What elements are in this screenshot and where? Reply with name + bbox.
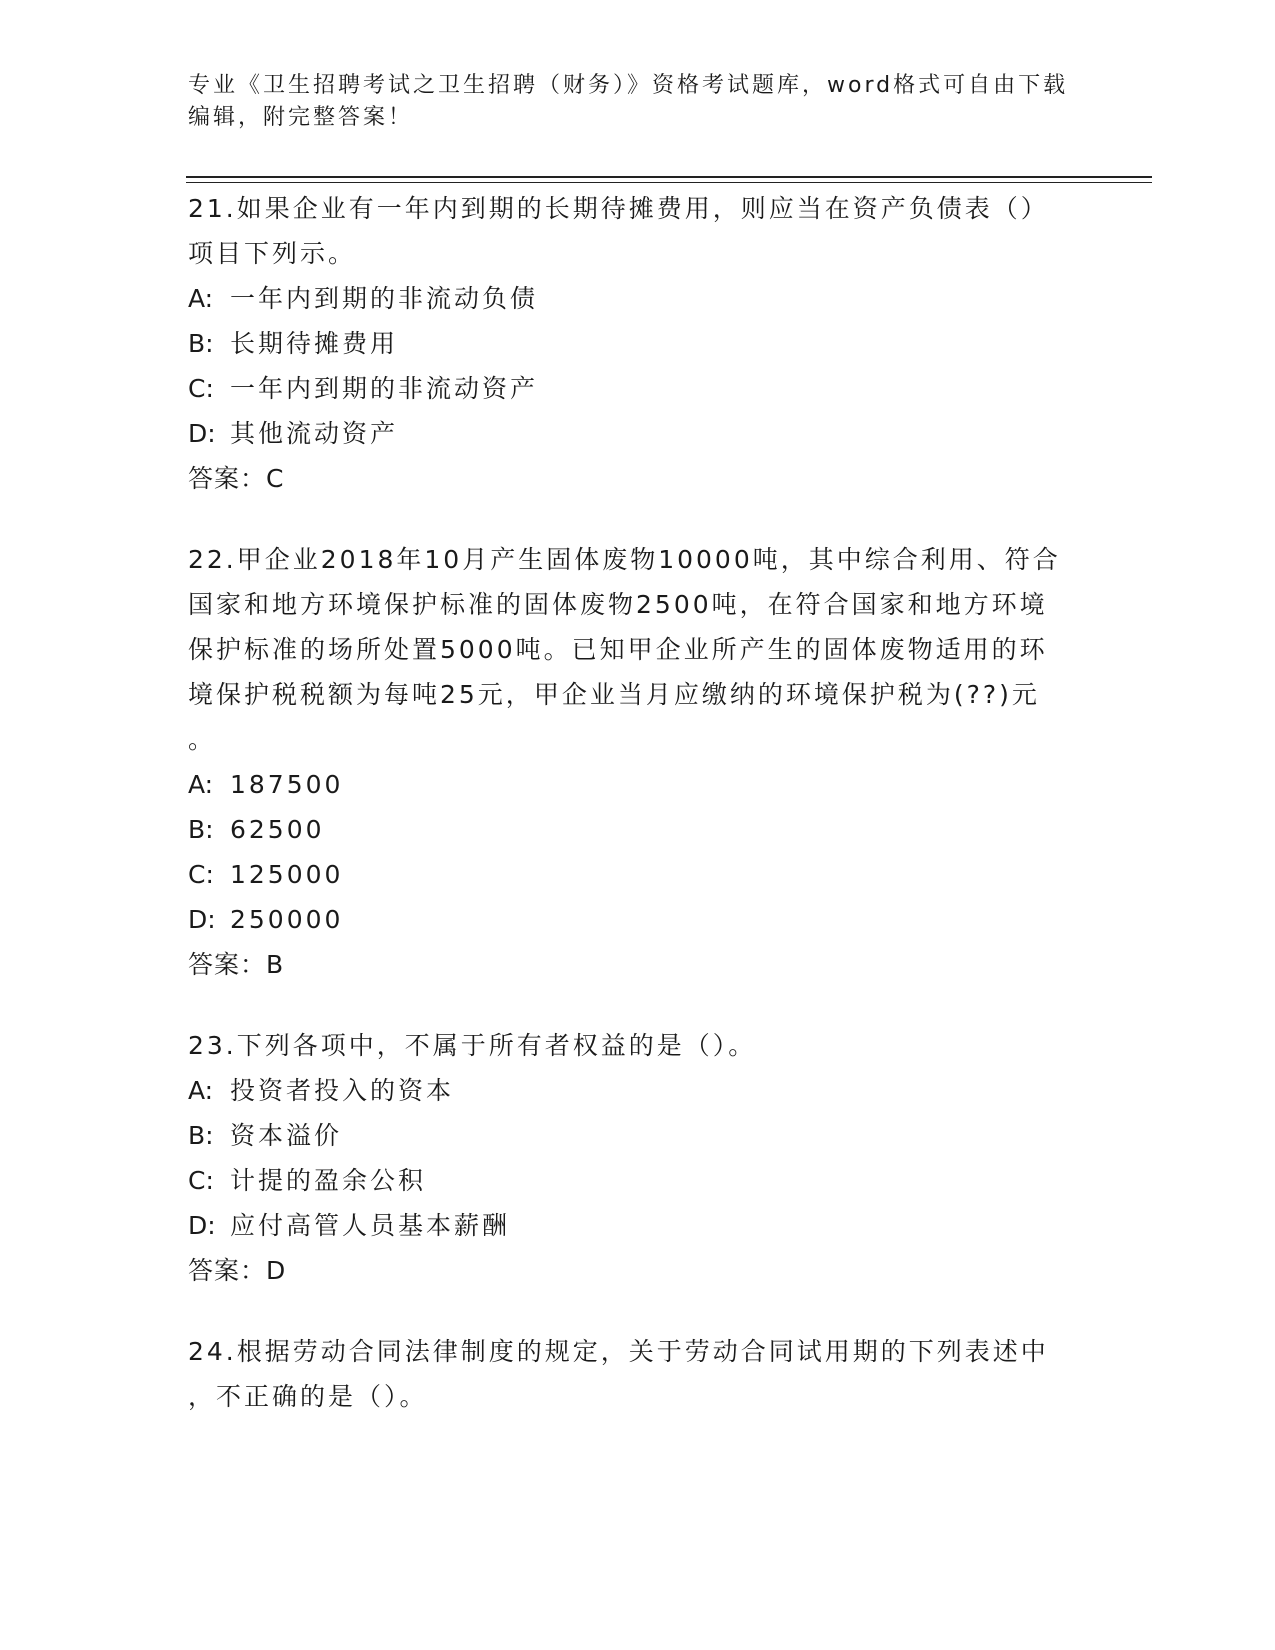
option-b — [188, 807, 1088, 852]
option-text: 计提的盈余公积 — [230, 1166, 427, 1195]
question-stem-line: ，不正确的是（）。 — [188, 1382, 428, 1411]
option-text: 其他流动资产 — [230, 419, 399, 448]
option-text: 62500 — [230, 815, 325, 844]
option-b — [188, 1113, 1088, 1158]
option-a — [188, 762, 1088, 807]
document-header — [188, 70, 1088, 134]
header-line-2: 编辑，附完整答案！ — [188, 105, 414, 130]
option-letter: A: — [188, 284, 214, 313]
answer: 答案：B — [188, 950, 285, 979]
option-a — [188, 1068, 1088, 1113]
option-letter: A: — [188, 770, 214, 799]
option-letter: A: — [188, 1076, 214, 1105]
question-stem-line: 。 — [188, 725, 217, 754]
option-d — [188, 1203, 1088, 1248]
option-b — [188, 321, 1088, 366]
option-text: 一年内到期的非流动资产 — [230, 374, 539, 403]
option-letter: C: — [188, 860, 214, 889]
option-text: 125000 — [230, 860, 344, 889]
option-letter: D: — [188, 419, 216, 448]
question-stem-line: 境保护税税额为每吨25元，甲企业当月应缴纳的环境保护税为(??)元 — [188, 680, 1040, 709]
option-letter: C: — [188, 374, 214, 403]
question-stem-line: 国家和地方环境保护标准的固体废物2500吨，在符合国家和地方环境 — [188, 590, 1048, 619]
question-23 — [188, 1023, 1088, 1293]
header-line-1: 专业《卫生招聘考试之卫生招聘（财务）》资格考试题库，word格式可自由下载 — [188, 73, 1069, 98]
question-stem-line: 项目下列示。 — [188, 239, 357, 268]
option-text: 应付高管人员基本薪酬 — [230, 1211, 511, 1240]
header-divider-thin — [186, 182, 1152, 183]
option-d — [188, 411, 1088, 456]
option-text: 187500 — [230, 770, 344, 799]
option-letter: B: — [188, 1121, 214, 1150]
option-a — [188, 276, 1088, 321]
question-24 — [188, 1329, 1088, 1419]
question-21 — [188, 186, 1088, 501]
option-text: 250000 — [230, 905, 344, 934]
header-divider-thick — [186, 176, 1152, 178]
option-d — [188, 897, 1088, 942]
question-stem-line: 保护标准的场所处置5000吨。已知甲企业所产生的固体废物适用的环 — [188, 635, 1048, 664]
option-letter: B: — [188, 329, 214, 358]
option-letter: B: — [188, 815, 214, 844]
question-stem-line: 22.甲企业2018年10月产生固体废物10000吨，其中综合利用、符合 — [188, 545, 1061, 574]
option-letter: D: — [188, 905, 216, 934]
option-text: 一年内到期的非流动负债 — [230, 284, 539, 313]
question-stem-line: 24.根据劳动合同法律制度的规定，关于劳动合同试用期的下列表述中 — [188, 1337, 1049, 1366]
answer: 答案：D — [188, 1256, 287, 1285]
option-text: 投资者投入的资本 — [230, 1076, 455, 1105]
option-c — [188, 852, 1088, 897]
option-text: 长期待摊费用 — [230, 329, 399, 358]
option-c — [188, 366, 1088, 411]
option-c — [188, 1158, 1088, 1203]
question-22 — [188, 537, 1088, 987]
question-stem-line: 23.下列各项中，不属于所有者权益的是（）。 — [188, 1031, 757, 1060]
answer: 答案：C — [188, 464, 285, 493]
option-text: 资本溢价 — [230, 1121, 343, 1150]
question-stem-line: 21.如果企业有一年内到期的长期待摊费用，则应当在资产负债表（） — [188, 194, 1049, 223]
option-letter: C: — [188, 1166, 214, 1195]
question-list — [188, 186, 1088, 1455]
option-letter: D: — [188, 1211, 216, 1240]
